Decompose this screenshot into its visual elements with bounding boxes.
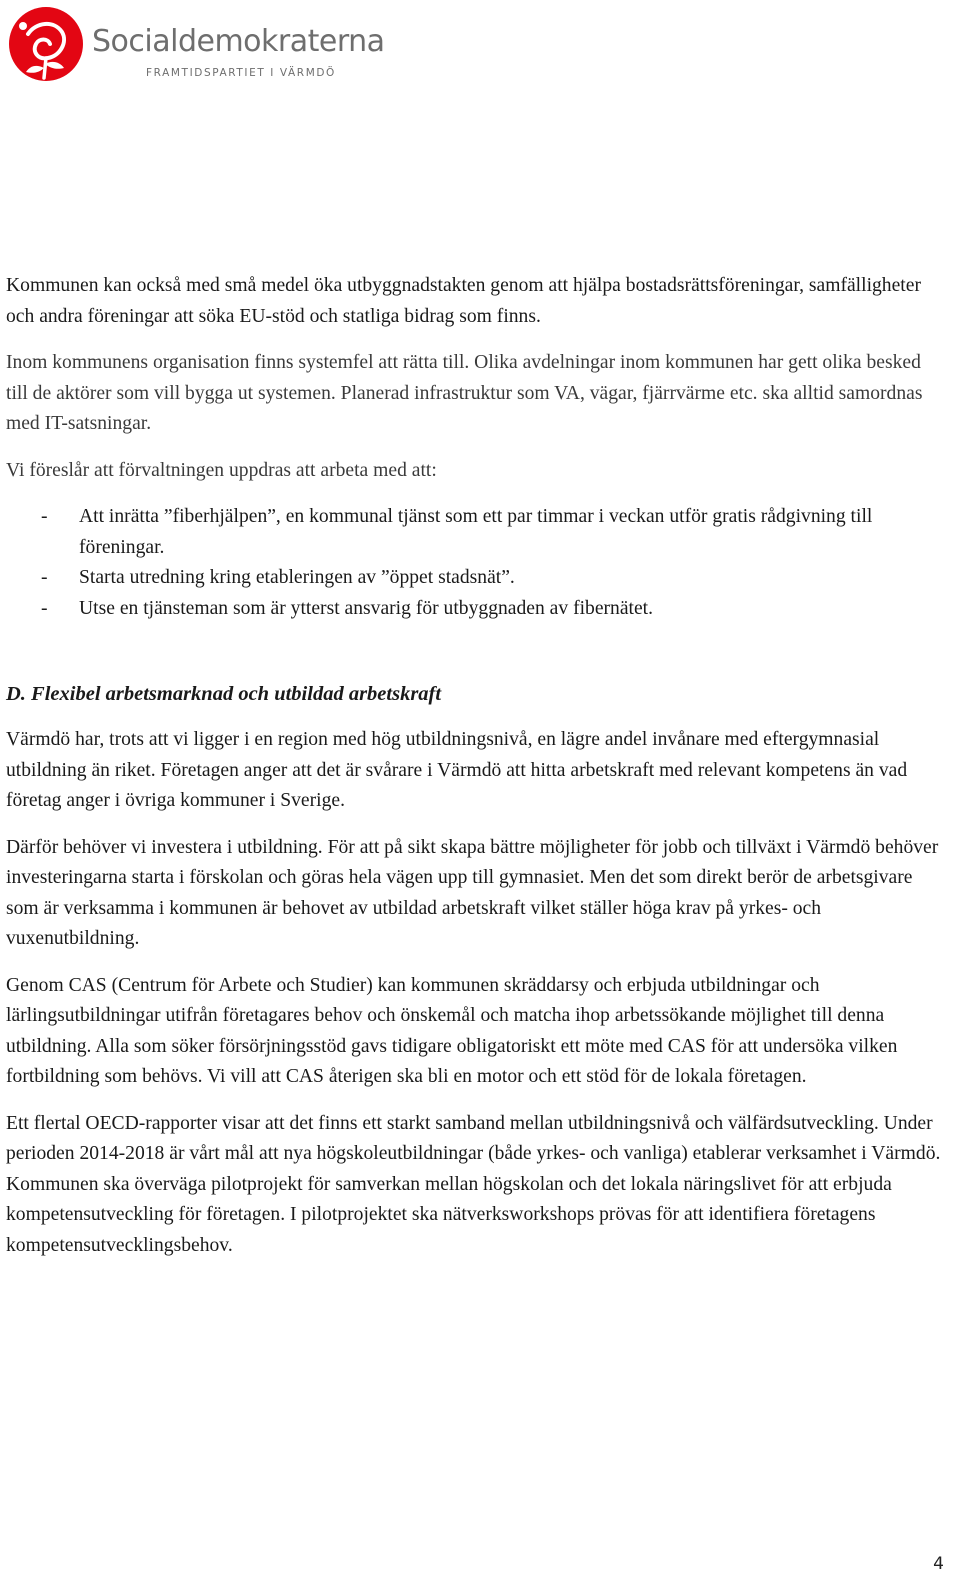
document-body: [6, 271, 944, 1277]
list-item-text: Att inrätta ”fiberhjälpen”, en kommunal tjänst som ett par timmar i veckan utför gratis rådgivning till föreningar.: [79, 506, 873, 558]
dash-marker: -: [41, 567, 48, 588]
list-item: [6, 502, 944, 563]
page-header: [6, 4, 406, 84]
paragraph-system-errors: Inom kommunens organisation finns systemfel att rätta till. Olika avdelningar inom kommunen har gett olika besked till de aktörer som vill bygga ut systemen. Planerad infrastruktur som VA, vägar, fjärrvärme etc. ska alltid samordnas med IT-satsningar.: [6, 352, 923, 434]
paragraph-cas: Genom CAS (Centrum för Arbete och Studier) kan kommunen skräddarsy och erbjuda utbildningar och lärlingsutbildningar utifrån företagares behov och önskemål och matcha ihop arbetssökande möjlighet till denna utbildning. Alla som söker försörjningsstöd gavs tidigare obligatoriskt ett möte med CAS för att undersöka vilken fortbildning som behövs. Vi vill att CAS återigen ska bli en motor och ett stöd för de lokala företagen.: [6, 974, 898, 1087]
page-number: 4: [933, 1554, 944, 1574]
list-item: [6, 594, 944, 625]
dash-marker: -: [41, 506, 48, 527]
org-name: Socialdemokraterna: [92, 24, 385, 59]
paragraph-oecd: Ett flertal OECD-rapporter visar att det finns ett starkt samband mellan utbildningsnivå och välfärdsutveckling. Under perioden 2014-2018 är vårt mål att nya högskoleutbildningar (både yrkes- och vanliga) etablerar verksamhet i Värmdö. Kommunen ska överväga pilotprojekt för samverkan mellan högskolan och det lokala näringslivet för att erbjuda kompetensutveckling för företagen. I pilotprojektet ska nätverksworkshops prövas för att identifiera företagens kompetensutvecklingsbehov.: [6, 1112, 941, 1256]
paragraph-invest-education: Därför behöver vi investera i utbildning. För att på sikt skapa bättre möjligheter för jobb och tillväxt i Värmdö behöver investeringarna starta i förskolan och göras hela vägen upp till gymnasiet. Men det som direkt berör de arbetsgivare som är verksamma i kommunen är behovet av utbildad arbetskraft vilket ställer höga krav på yrkes- och vuxenutbildning.: [6, 836, 939, 949]
list-item: [6, 563, 944, 594]
proposal-list: [6, 502, 944, 624]
paragraph-eu-support: Kommunen kan också med små medel öka utbyggnadstakten genom att hjälpa bostadsrättsföreningar, samfälligheter och andra föreningar att söka EU-stöd och statliga bidrag som finns.: [6, 275, 921, 327]
list-item-text: Utse en tjänsteman som är ytterst ansvarig för utbyggnaden av fibernätet.: [79, 597, 654, 619]
dash-marker: -: [41, 597, 48, 619]
section-heading: D. Flexibel arbetsmarknad och utbildad arbetskraft: [6, 683, 442, 705]
paragraph-education-level: Värmdö har, trots att vi ligger i en region med hög utbildningsnivå, en lägre andel invånare med eftergymnasial utbildning än riket. Företagen anger att det är svårare i Värmdö att hitta arbetskraft med relevant kompetens än vad företag anger i övriga kommuner i Sverige.: [6, 729, 908, 811]
list-item-text: Starta utredning kring etableringen av ”öppet stadsnät”.: [79, 567, 515, 588]
org-tagline: FRAMTIDSPARTIET I VÄRMDÖ: [146, 67, 336, 79]
paragraph-proposal-intro: Vi föreslår att förvaltningen uppdras att arbeta med att:: [6, 459, 437, 481]
red-rose-logo-icon: [6, 4, 86, 84]
proposal-list-wrapper: [6, 502, 944, 624]
